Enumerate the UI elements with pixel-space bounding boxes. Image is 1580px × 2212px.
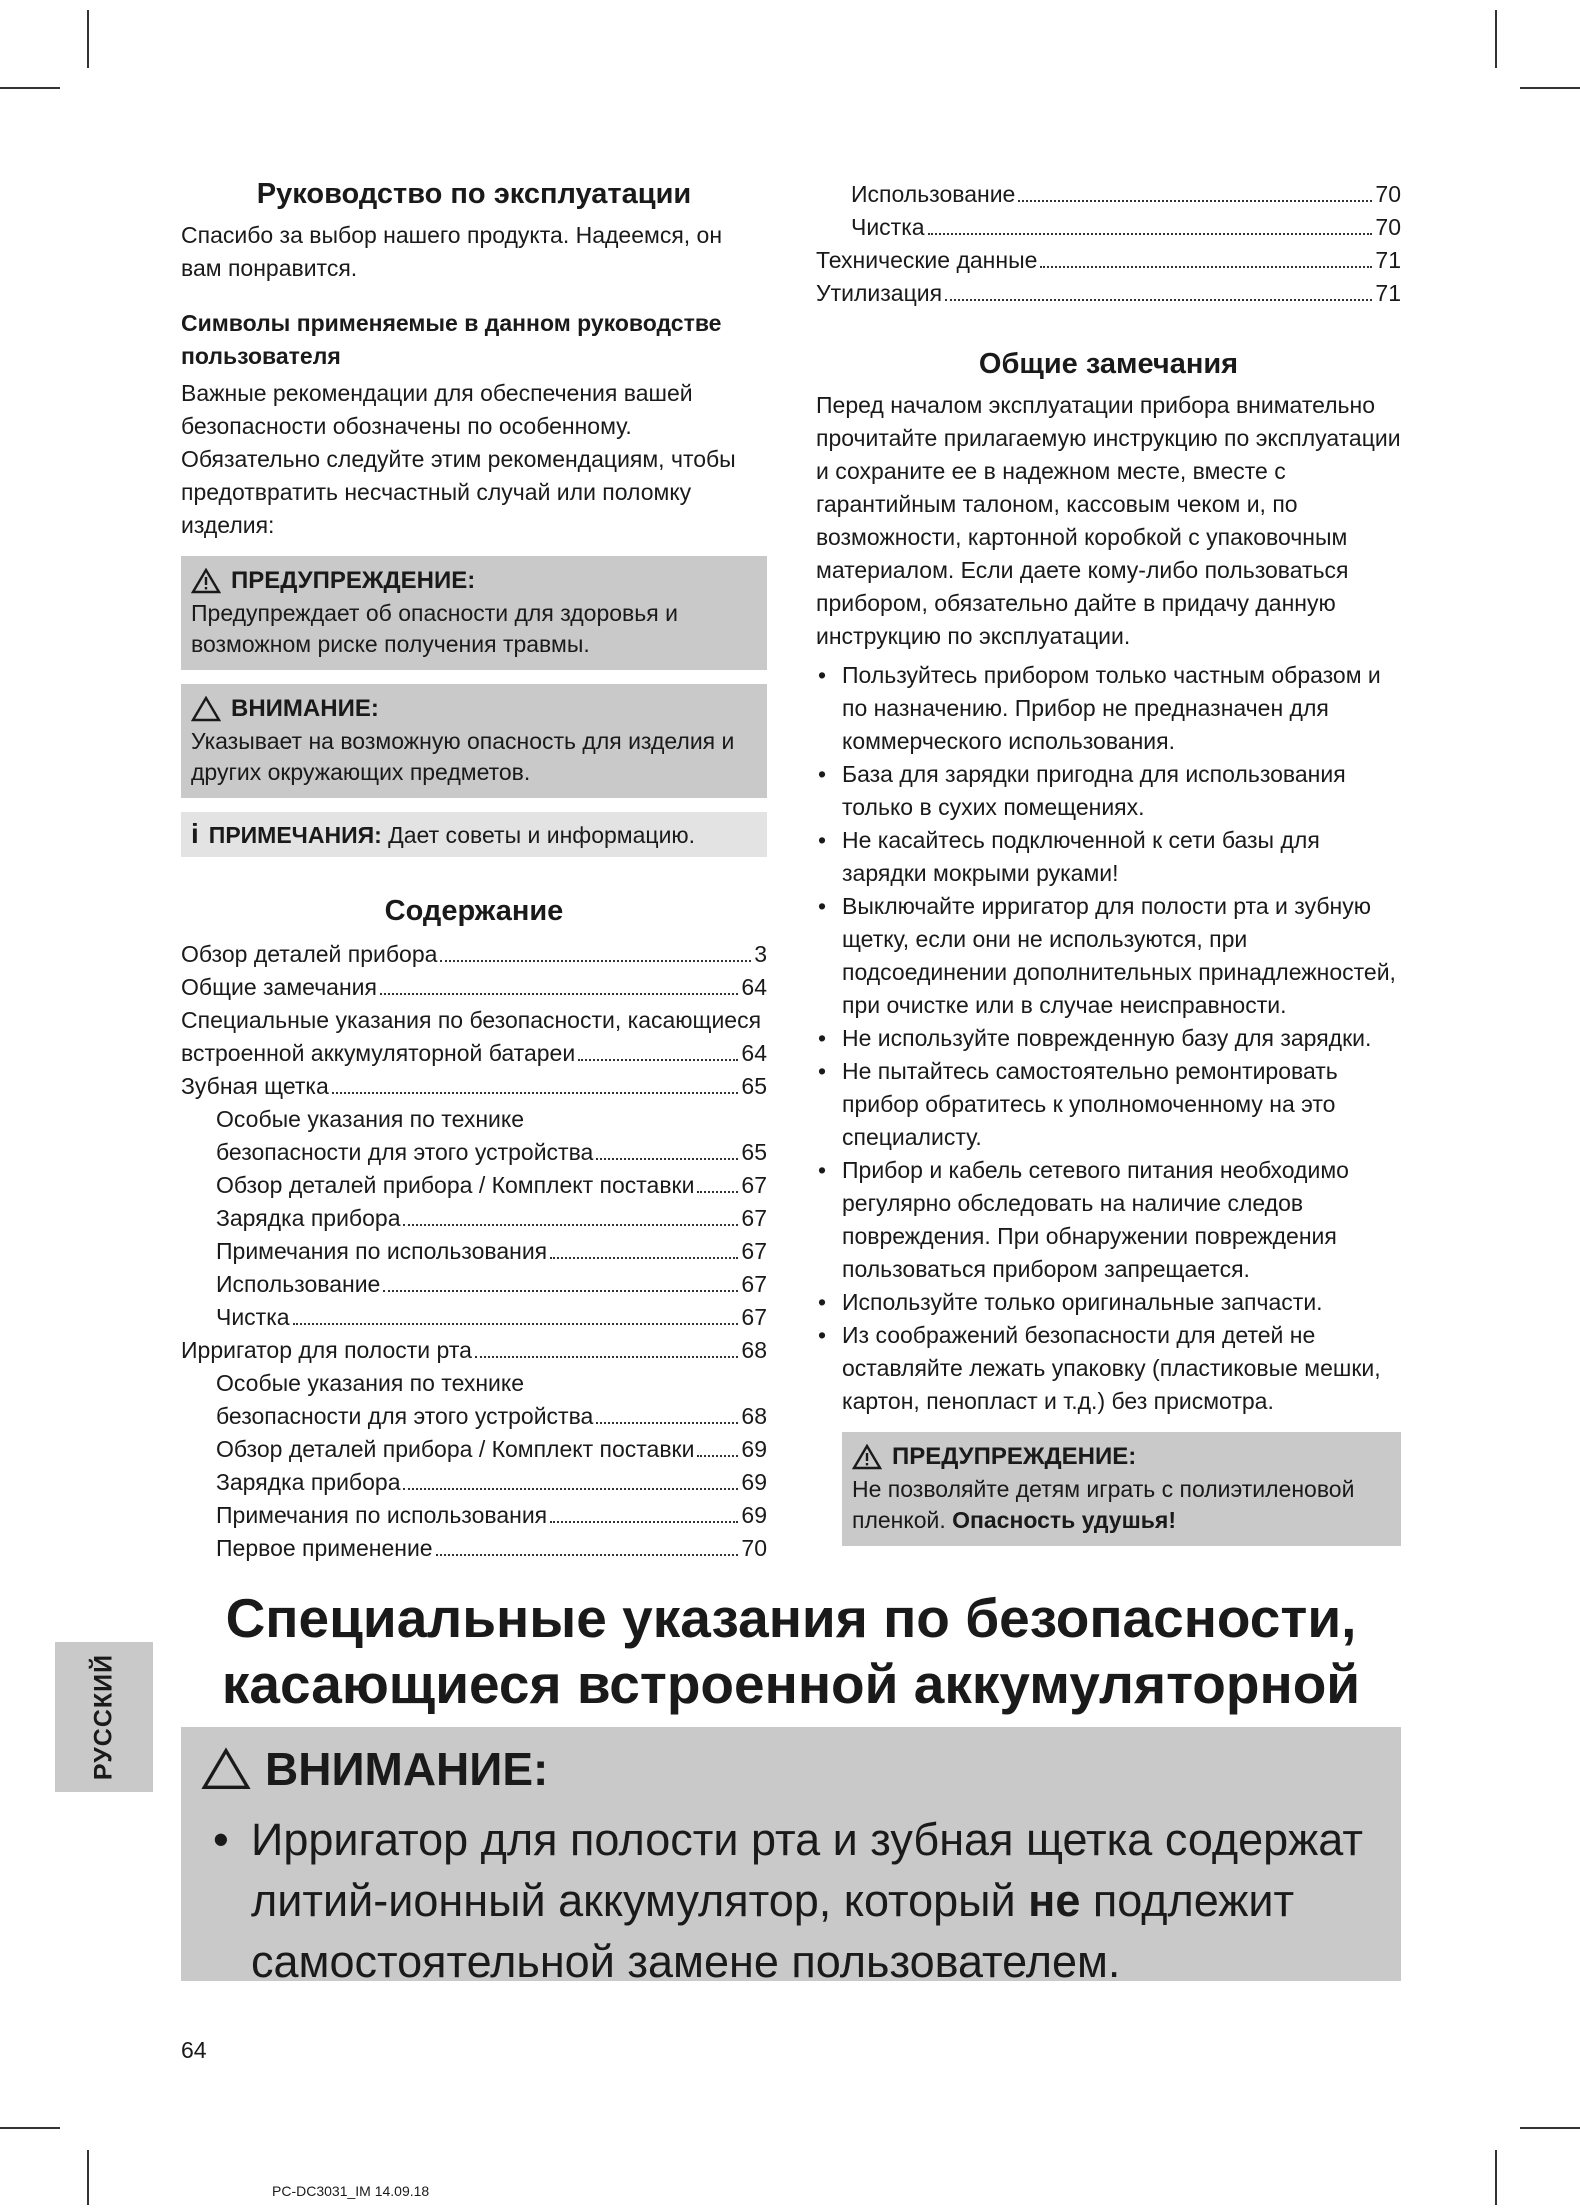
symbols-heading: Символы применяемые в данном руководстве пользователя <box>181 310 722 369</box>
list-item: • Не используйте поврежденную базу для зарядки. <box>818 1025 1372 1051</box>
right-column <box>816 178 1401 1546</box>
list-item: • Не пытайтесь самостоятельно ремонтировать прибор обратитесь к уполномоченному на это специалисту. <box>818 1058 1338 1150</box>
toc-entry: Использование 67 <box>216 1271 767 1297</box>
symbols-text: Важные рекомендации для обеспечения вашей безопасности обозначены по особенному. Обязательно следуйте этим рекомендациям, чтобы предотвратить несчастный случай или поломку изделия: <box>181 380 736 538</box>
list-item: • Используйте только оригинальные запчасти. <box>818 1289 1323 1315</box>
toc-entry: Обзор деталей прибора 3 <box>181 941 767 967</box>
toc-entry: Первое применение 70 <box>216 1535 767 1561</box>
toc-entry: Использование 70 <box>851 181 1401 207</box>
toc-entry: Утилизация 71 <box>816 280 1401 306</box>
list-item: • Из соображений безопасности для детей не оставляйте лежать упаковку (пластиковые мешки, картон, пенопласт и т.д.) без присмотра. <box>818 1322 1381 1414</box>
page-number: 64 <box>181 2037 207 2063</box>
toc-entry: Технические данные 71 <box>816 247 1401 273</box>
toc-entry: Ирригатор для полости рта 68 <box>181 1337 767 1363</box>
toc-entry-line: Особые указания по технике <box>216 1370 525 1396</box>
warning-triangle-icon <box>852 1444 882 1470</box>
crop-mark <box>0 2127 60 2129</box>
language-tab: РУССКИЙ <box>55 1642 153 1792</box>
warning-label: ПРЕДУПРЕЖДЕНИЕ: <box>231 567 476 594</box>
toc-entry: Общие замечания 64 <box>181 974 767 1000</box>
warning-bold-text: Опасность удушья! <box>952 1507 1176 1533</box>
battery-caution-label: ВНИМАНИЕ: <box>265 1743 549 1795</box>
toc-entry: безопасности для этого устройства 68 <box>216 1403 767 1429</box>
caution-text: Указывает на возможную опасность для изделия и других окружающих предметов. <box>191 728 735 785</box>
info-icon: i <box>191 818 199 849</box>
caution-label: ВНИМАНИЕ: <box>231 695 379 722</box>
footer-code: PC-DC3031_IM 14.09.18 <box>272 2183 430 2199</box>
toc-entry: Зарядка прибора 67 <box>216 1205 767 1231</box>
general-text: Перед началом эксплуатации прибора внимательно прочитайте прилагаемую инструкцию по эксплуатации и сохраните ее в надежном месте, вместе с гарантийным талоном, кассовым чеком и, по возможности, картонной коробкой с упаковочным материалом. Если даете кому-либо пользоваться прибором, обязательно дайте в придачу данную инструкцию по эксплуатации. <box>816 392 1401 649</box>
caution-box <box>181 684 767 798</box>
battery-caution-box <box>181 1727 1401 1987</box>
general-title: Общие замечания <box>978 348 1239 380</box>
list-item: • Прибор и кабель сетевого питания необходимо регулярно обследовать на наличие следов повреждения. При обнаружении повреждения пользоваться прибором запрещается. <box>818 1157 1349 1282</box>
toc-entry: Обзор деталей прибора / Комплект поставки 67 <box>216 1172 767 1198</box>
toc-entry: безопасности для этого устройства 65 <box>216 1139 767 1165</box>
crop-mark <box>87 2150 89 2205</box>
warning-text: Предупреждает об опасности для здоровья и возможном риске получения травмы. <box>191 600 678 657</box>
note-box <box>181 812 767 857</box>
crop-mark <box>1495 2150 1497 2205</box>
crop-mark <box>1520 2127 1580 2129</box>
toc-entry: Зубная щетка 65 <box>181 1073 767 1099</box>
toc-entry: Чистка 67 <box>216 1304 767 1330</box>
toc-entry: встроенной аккумуляторной батареи 64 <box>181 1040 767 1066</box>
warning-triangle-icon <box>191 568 221 594</box>
warning-box <box>181 556 767 670</box>
warning-text: Не позволяйте детям играть с полиэтиленовой пленкой. <box>852 1476 1355 1533</box>
list-item: • База для зарядки пригодна для использования только в сухих помещениях. <box>818 761 1346 820</box>
crop-mark <box>1495 10 1497 68</box>
left-column <box>181 178 767 1565</box>
toc-entry-line: Особые указания по технике <box>216 1106 525 1132</box>
list-item: • Выключайте ирригатор для полости рта и зубную щетку, если они не используются, при подсоединении дополнительных принадлежностей, при очистке или в случае неисправности. <box>818 893 1396 1018</box>
toc-left <box>181 938 767 1565</box>
toc-entry: Примечания по использования 69 <box>216 1502 767 1528</box>
toc-entry: Примечания по использования 67 <box>216 1238 767 1264</box>
battery-caution-text: • Ирригатор для полости рта и зубная щетка содержат литий-ионный аккумулятор, который не подлежит самостоятельной замене пользователем. <box>213 1814 1363 1987</box>
crop-mark <box>0 87 60 89</box>
toc-entry: Обзор деталей прибора / Комплект поставки 69 <box>216 1436 767 1462</box>
note-text: Дает советы и информацию. <box>381 822 696 848</box>
safety-bullet-list <box>816 659 1401 1418</box>
crop-mark <box>1520 87 1580 89</box>
crop-mark <box>87 10 89 68</box>
caution-triangle-icon <box>201 1747 251 1791</box>
toc-entry: Зарядка прибора 69 <box>216 1469 767 1495</box>
warning-label: ПРЕДУПРЕЖДЕНИЕ: <box>892 1443 1137 1470</box>
contents-title: Содержание <box>384 895 564 927</box>
caution-triangle-icon <box>191 696 221 722</box>
toc-entry-line: Специальные указания по безопасности, касающиеся <box>181 1007 762 1033</box>
note-label: ПРИМЕЧАНИЯ: <box>208 822 382 848</box>
manual-title: Руководство по эксплуатации <box>256 178 692 210</box>
intro-text: Спасибо за выбор нашего продукта. Надеемся, он вам понравится. <box>181 222 723 281</box>
battery-section-title: Специальные указания по безопасности, касающиеся встроенной аккумуляторной <box>221 1587 1361 1715</box>
child-warning-box <box>842 1432 1401 1546</box>
list-item: • Пользуйтесь прибором только частным образом и по назначению. Прибор не предназначен для коммерческого использования. <box>818 662 1381 754</box>
list-item: • Не касайтесь подключенной к сети базы для зарядки мокрыми руками! <box>818 827 1320 886</box>
toc-right <box>816 178 1401 310</box>
toc-entry: Чистка 70 <box>851 214 1401 240</box>
